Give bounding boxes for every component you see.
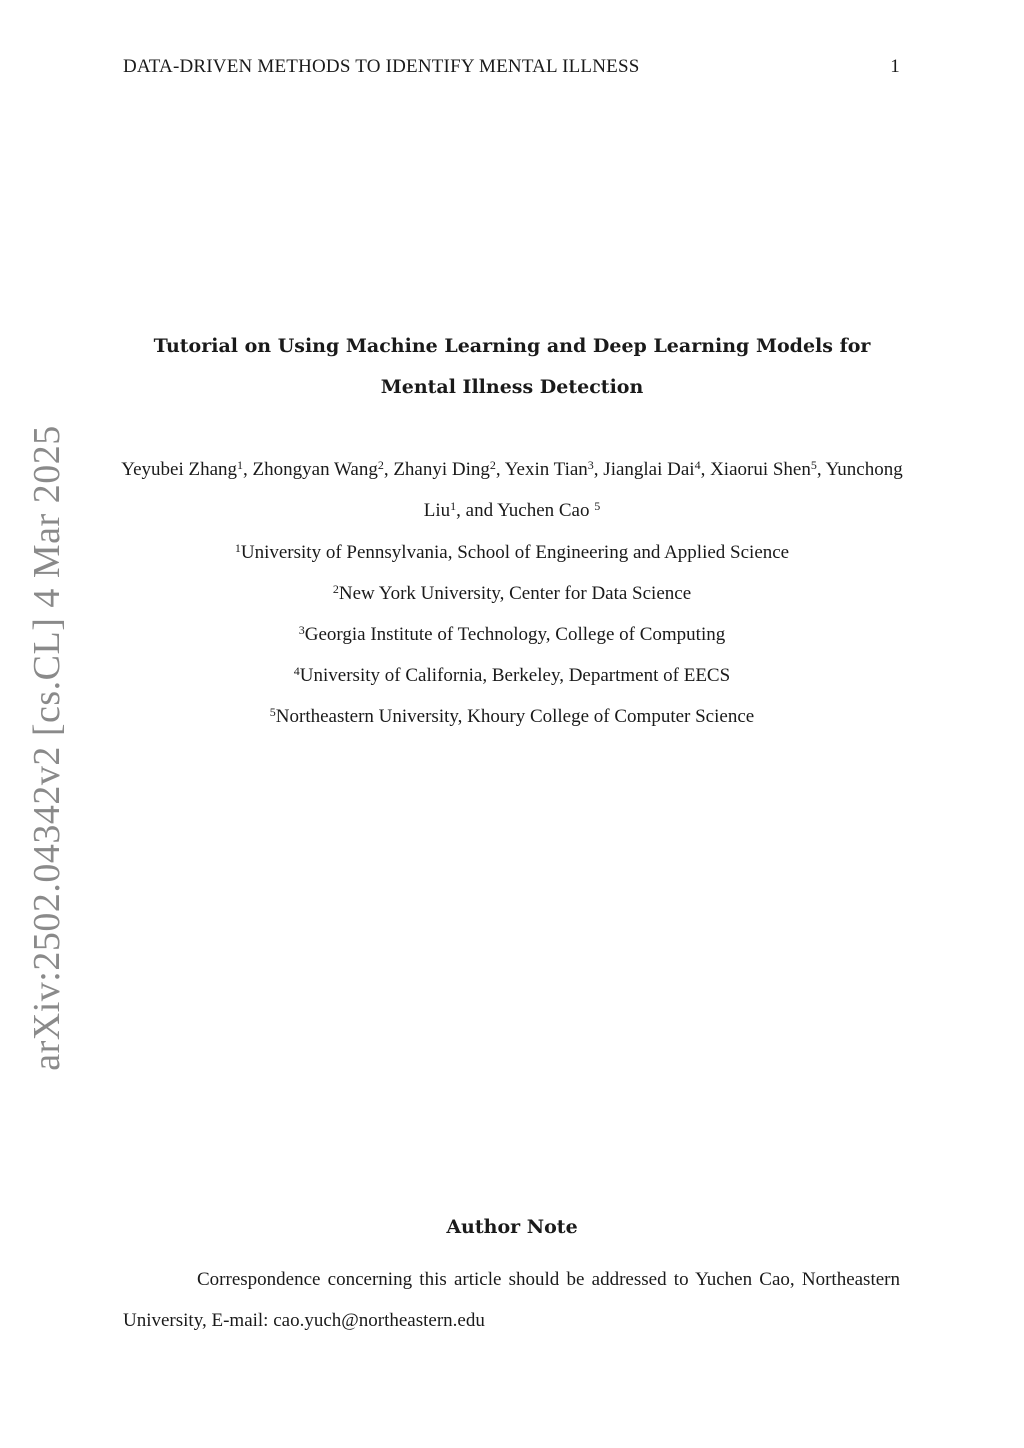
- affiliation-marker: 2: [377, 458, 384, 472]
- running-header: [123, 56, 900, 78]
- author-list: [120, 449, 904, 531]
- author-entry: [393, 459, 504, 480]
- affiliation-number: 5: [269, 705, 276, 719]
- author-name: Yuchen Cao: [497, 500, 595, 521]
- affiliation-marker: 5: [594, 499, 601, 513]
- paper-title: Tutorial on Using Machine Learning and Deep Learning Models for Mental Illness Detection: [153, 335, 871, 398]
- affiliation-number: 4: [293, 664, 300, 678]
- affiliation-number: 1: [234, 541, 241, 555]
- affiliation-list: [120, 532, 904, 737]
- author-name: Xiaorui Shen: [710, 459, 811, 480]
- author-separator: ,: [495, 459, 505, 480]
- affiliation-number: 2: [332, 582, 339, 596]
- arxiv-stamp[interactable]: arXiv:2502.04342v2 [cs.CL] 4 Mar 2025: [26, 425, 68, 1071]
- affiliation-text: University of California, Berkeley, Department of EECS: [299, 665, 731, 686]
- author-entry: [603, 459, 710, 480]
- affiliation-marker: 1: [237, 458, 244, 472]
- author-entry: [710, 459, 826, 480]
- affiliation-item: [120, 573, 904, 614]
- affiliation-item: [120, 532, 904, 573]
- author-name: Yunchong Liu: [423, 459, 903, 521]
- author-name: Yeyubei Zhang: [121, 459, 238, 480]
- author-separator: ,: [243, 459, 253, 480]
- affiliation-text: New York University, Center for Data Science: [338, 583, 692, 604]
- correspondence-text: Correspondence concerning this article should be addressed to Yuchen Cao, Northeastern University, E-mail: cao.yuch@northeastern.edu: [123, 1269, 900, 1331]
- affiliation-marker: 2: [489, 458, 496, 472]
- author-separator: ,: [816, 459, 826, 480]
- affiliation-marker: 3: [587, 458, 594, 472]
- affiliation-marker: 5: [810, 458, 817, 472]
- author-separator: , and: [456, 500, 498, 521]
- running-title: DATA-DRIVEN METHODS TO IDENTIFY MENTAL ILLNESS: [123, 56, 640, 77]
- author-separator: ,: [700, 459, 711, 480]
- author-note-heading: Author Note: [446, 1216, 578, 1238]
- affiliation-text: Northeastern University, Khoury College of Computer Science: [275, 706, 755, 727]
- affiliation-number: 3: [298, 623, 305, 637]
- page-number: 1: [890, 56, 900, 77]
- affiliation-item: [120, 614, 904, 655]
- author-note-body: [123, 1259, 900, 1341]
- affiliation-text: University of Pennsylvania, School of Engineering and Applied Science: [240, 542, 790, 563]
- author-separator: ,: [593, 459, 604, 480]
- author-name: Zhanyi Ding: [393, 459, 490, 480]
- affiliation-marker: 1: [450, 499, 457, 513]
- affiliation-item: [120, 655, 904, 696]
- author-entry: [497, 500, 600, 521]
- author-entry: [121, 459, 252, 480]
- affiliation-text: Georgia Institute of Technology, College of Computing: [304, 624, 726, 645]
- author-name: Jianglai Dai: [603, 459, 695, 480]
- author-name: Yexin Tian: [504, 459, 588, 480]
- affiliation-marker: 4: [694, 458, 701, 472]
- author-entry: [505, 459, 604, 480]
- author-entry: [253, 459, 394, 480]
- author-name: Zhongyan Wang: [252, 459, 378, 480]
- affiliation-item: [120, 696, 904, 737]
- author-separator: ,: [383, 459, 394, 480]
